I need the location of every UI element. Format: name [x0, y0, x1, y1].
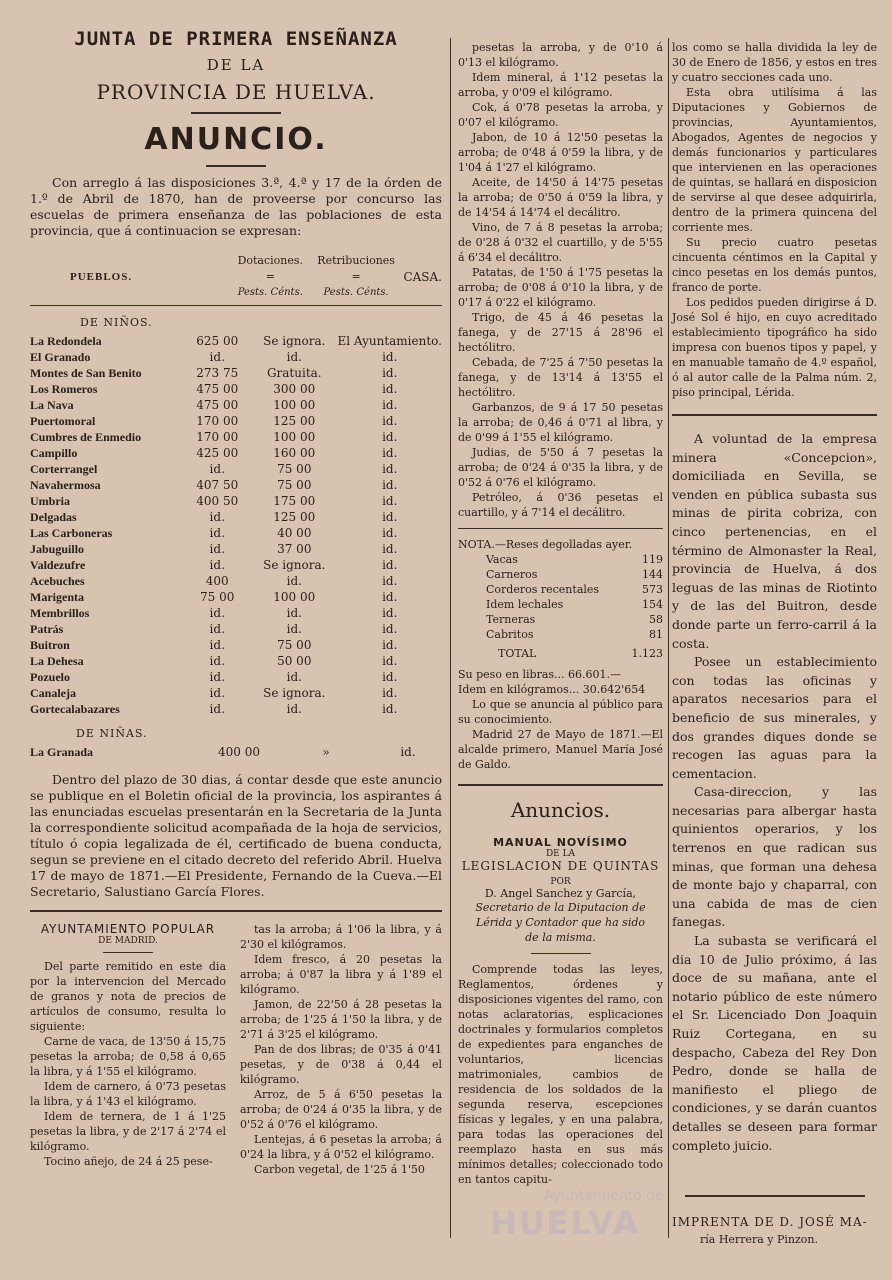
section-rule	[30, 910, 442, 912]
dotacion: id.	[209, 654, 225, 668]
dotacion: id.	[209, 686, 225, 700]
casa: id.	[382, 462, 398, 476]
nota-label: Carneros	[486, 568, 538, 581]
price-item: Idem de ternera, de 1 á 1'25 pesetas la libra, y de 2'17 á 2'74 el kilógramo.	[30, 1110, 226, 1153]
casa: id.	[382, 542, 398, 556]
nota-value: 144	[642, 568, 663, 581]
school-name: Acebuches	[30, 574, 85, 588]
table-row	[30, 685, 442, 701]
nota-total: TOTAL 1.123	[498, 647, 663, 660]
dotacion: 400	[205, 574, 229, 588]
price-item: Tocino añejo, de 24 á 25 pese-	[44, 1155, 213, 1168]
table-row	[30, 509, 442, 525]
price-item: Arroz, de 5 á 6'50 pesetas la arroba; de 0'24 á 0'35 la libra, y de 0'52 á 0'76 el kilógramo.	[240, 1088, 442, 1131]
price-item: Pan de dos libras; de 0'35 á 0'41 pesetas, y de 0'38 á 0,44 el kilógramo.	[240, 1043, 442, 1086]
price-item: pesetas la arroba, y de 0'10 á 0'13 el kilógramo.	[458, 41, 663, 69]
nota-value: 58	[649, 613, 663, 626]
nota-value: 573	[642, 583, 663, 596]
retribucion: 37 00	[277, 542, 312, 556]
price-item: Idem mineral, á 1'12 pesetas la arroba, y 0'09 el kilógramo.	[458, 71, 663, 99]
casa: id.	[382, 606, 398, 620]
casa: id.	[382, 478, 398, 492]
price-item: Carbon vegetal, de 1'25 á 1'50	[254, 1163, 425, 1176]
dotacion: id.	[209, 622, 225, 636]
ayto-intro: Del parte remitido en este dia por la intervencion del Mercado de granos y nota de precios de artículos de consumo, resulta lo siguiente:	[30, 960, 226, 1033]
retribucion: »	[322, 745, 330, 759]
schools-table	[30, 253, 442, 301]
casa: id.	[382, 494, 398, 508]
col-dotaciones: Dotaciones. = Pests. Cénts.	[237, 254, 304, 298]
school-name: Jabuguillo	[30, 542, 85, 556]
retribucion: 160 00	[273, 446, 316, 460]
column-right	[672, 40, 877, 1246]
table-row	[30, 744, 442, 760]
peso-libras: Su peso en libras... 66.601.—	[458, 668, 622, 681]
nota-label: Corderos recentales	[486, 583, 600, 596]
dotacion: id.	[209, 542, 225, 556]
watermark-line1: Ayuntamiento de	[544, 1188, 664, 1204]
ayto-items-left	[30, 1034, 226, 1169]
school-name: La Redondela	[30, 334, 102, 348]
nota-value: 81	[649, 628, 663, 641]
price-item: Patatas, de 1'50 á 1'75 pesetas la arroba; de 0'08 á 0'10 la libra, y de 0'17 á 0'22 el kilógramo.	[458, 266, 663, 309]
price-item: Idem fresco, á 20 pesetas la arroba; á 0'87 la libra y á 1'89 el kilógramo.	[240, 953, 442, 996]
manual-author-role: Secretario de la Diputacion de Lérida y Contador que ha sido de la misma.	[475, 901, 646, 944]
dotacion: id.	[209, 702, 225, 716]
school-name: Los Romeros	[30, 382, 98, 396]
price-item: Judias, de 5'50 á 7 pesetas la arroba; de 0'24 á 0'35 la libra, y de 0'52 á 0'76 el kilógramo.	[458, 446, 663, 489]
column-rule	[450, 38, 451, 1238]
column-rule	[668, 38, 669, 1238]
table-row	[30, 445, 442, 461]
casa: id.	[382, 382, 398, 396]
nota-label: Vacas	[486, 553, 518, 566]
casa: id.	[382, 622, 398, 636]
school-name: Navahermosa	[30, 478, 101, 492]
school-name: Patrás	[30, 622, 64, 636]
casa: id.	[382, 446, 398, 460]
nota-row	[486, 612, 663, 627]
ornament-rule	[191, 112, 281, 114]
ornament-rule	[206, 165, 266, 167]
nota-label: Terneras	[486, 613, 536, 626]
school-name: Canaleja	[30, 686, 76, 700]
small-rule	[531, 953, 591, 954]
retribucion: 125 00	[273, 510, 316, 524]
col-casa: CASA.	[403, 270, 442, 284]
school-name: Membrillos	[30, 606, 90, 620]
casa: id.	[382, 558, 398, 572]
mine-p3: Casa-direccion, y las necesarias para albergar hasta quinientos operarios, y los terrenos en que radican sus minas, que forman una dehesa de monte bajo y chaparral, con una cabida de mas de cien fanegas.	[672, 784, 877, 930]
retribucion: id.	[286, 670, 302, 684]
school-name: Pozuelo	[30, 670, 70, 684]
table-row	[30, 333, 442, 349]
col3-p3: Su precio cuatro pesetas cincuenta céntimos en la Capital y cinco pesetas en los demás puntos, franco de porte.	[672, 236, 877, 294]
casa: id.	[382, 350, 398, 364]
nota-rule	[458, 528, 663, 529]
mine-rule	[672, 414, 877, 416]
ayto-title: AYUNTAMIENTO POPULAR	[40, 922, 216, 936]
table-row	[30, 621, 442, 637]
nota-label: Idem lechales	[486, 598, 564, 611]
price-item: Jabon, de 10 á 12'50 pesetas la arroba; de 0'48 á 0'59 la libra, y de 1'04 á 1'27 el kilógramo.	[458, 131, 663, 174]
school-name: Marigenta	[30, 590, 84, 604]
col3-p4: Los pedidos pueden dirigirse á D. José Sol é hijo, en cuyo acreditado establecimiento tipográfico ha sido impresa con buenos tipos y papel, y en manuable tamaño de 4.º español, ó al autor calle de la Palma núm. 2, piso principal, Lérida.	[672, 296, 877, 399]
manual-title: MANUAL NOVÍSIMO	[493, 836, 628, 849]
retribucion: Se ignora.	[263, 686, 326, 700]
table-row	[30, 573, 442, 589]
retribucion: 175 00	[273, 494, 316, 508]
casa: id.	[382, 654, 398, 668]
casa: id.	[382, 670, 398, 684]
price-item: tas la arroba; á 1'06 la libra, y á 2'30 el kilógramos.	[240, 923, 442, 951]
casa: id.	[382, 638, 398, 652]
dotacion: 407 50	[196, 478, 239, 492]
peso-kilos: Idem en kilógramos... 30.642'654	[458, 683, 646, 696]
retribucion: id.	[286, 702, 302, 716]
nota-row	[486, 627, 663, 642]
casa: id.	[400, 745, 416, 759]
price-item: Carne de vaca, de 13'50 á 15,75 pesetas la arroba; de 0,58 á 0,65 la libra, y á 1'55 el kilógramo.	[30, 1035, 226, 1078]
retribucion: Se ignora.	[263, 558, 326, 572]
school-name: Puertomoral	[30, 414, 96, 428]
table-row	[30, 557, 442, 573]
price-item: Aceite, de 14'50 á 14'75 pesetas la arroba; de 0'50 á 0'59 la libra, y de 14'54 á 14'74 el decálitro.	[458, 176, 663, 219]
imprenta-line1: IMPRENTA DE D. JOSÉ MA-	[672, 1215, 868, 1230]
school-name: El Granado	[30, 350, 91, 364]
imprenta-rule	[685, 1195, 865, 1197]
table-row	[30, 397, 442, 413]
imprenta-line2: ría Herrera y Pinzon.	[700, 1233, 818, 1247]
table-row	[30, 381, 442, 397]
nota-row	[486, 552, 663, 567]
dotacion: 273 75	[196, 366, 239, 380]
col3-p1: los como se halla dividida la ley de 30 de Enero de 1856, y estos en tres y cuatro secciones cada uno.	[672, 41, 877, 84]
dotacion: id.	[209, 462, 225, 476]
manual-por: POR	[550, 877, 571, 887]
table-row	[30, 525, 442, 541]
watermark-line2: HUELVA	[490, 1204, 640, 1242]
school-name: La Granada	[30, 745, 94, 759]
small-rule	[103, 952, 153, 953]
header-provincia: PROVINCIA DE HUELVA.	[96, 80, 376, 104]
school-name: Cumbres de Enmedio	[30, 430, 142, 444]
mine-p4: La subasta se verificará el dia 10 de Julio próximo, á las doce de su mañana, ante el notario público de este número el Sr. Licenciado Don Joaquin Ruiz Cortegana, en su despacho, Cabeza del Rey Don Pedro, donde se halla de manifiesto el pliego de condiciones, y se darán cuantos detalles se deseen para formar completo juicio.	[672, 933, 877, 1153]
col3-p2: Esta obra utilísima á las Diputaciones y Gobiernos de provincias, Ayuntamientos, Abogados, Agentes de negocios y demás funcionarios y particulares que intervienen en las operaciones de quintas, se hallará en disposicion de servirse al que desee adquirirla, dentro de la primera quincena del corriente mes.	[672, 86, 877, 234]
table-row	[30, 653, 442, 669]
header-junta: JUNTA DE PRIMERA ENSEÑANZA	[74, 28, 398, 50]
table-row	[30, 413, 442, 429]
dotacion: 75 00	[200, 590, 235, 604]
price-item: Trigo, de 45 á 46 pesetas la fanega, y de 27'15 á 28'96 el hectólitro.	[458, 311, 663, 354]
casa: id.	[382, 526, 398, 540]
anuncio-title: ANUNCIO.	[144, 122, 328, 157]
section-ninos: DE NIÑOS.	[80, 316, 153, 329]
casa: id.	[382, 398, 398, 412]
table-row	[30, 349, 442, 365]
dotacion: 475 00	[196, 382, 239, 396]
retribucion: 75 00	[277, 638, 312, 652]
school-name: Las Carboneras	[30, 526, 113, 540]
manual-sub1: DE LA	[545, 849, 576, 859]
retribucion: 125 00	[273, 414, 316, 428]
school-name: Campillo	[30, 446, 78, 460]
table-row	[30, 429, 442, 445]
retribucion: 40 00	[277, 526, 312, 540]
school-name: Delgadas	[30, 510, 77, 524]
school-name: Umbria	[30, 494, 70, 508]
table-rule	[30, 305, 442, 306]
casa: id.	[382, 590, 398, 604]
casa: id.	[382, 414, 398, 428]
retribucion: 300 00	[273, 382, 316, 396]
dotacion: id.	[209, 558, 225, 572]
intro-text: Con arreglo á las disposiciones 3.ª, 4.ª y 17 de la órden de 1.º de Abril de 1870, han de proveerse por concurso las escuelas de primera enseñanza de las poblaciones de esta provincia, que á continuacion se expresan:	[30, 175, 442, 238]
retribucion: id.	[286, 350, 302, 364]
price-item: Cebada, de 7'25 á 7'50 pesetas la fanega, y de 13'14 á 13'55 el hectólitro.	[458, 356, 663, 399]
school-name: Valdezufre	[30, 558, 86, 572]
price-item: Lentejas, á 6 pesetas la arroba; á 0'24 la libra, y á 0'52 el kilógramo.	[240, 1133, 442, 1161]
manual-sub2: LEGISLACION DE QUINTAS	[461, 859, 660, 873]
price-item: Cok, á 0'78 pesetas la arroba, y 0'07 el kilógramo.	[458, 101, 663, 129]
table-row	[30, 605, 442, 621]
retribucion: id.	[286, 622, 302, 636]
nota-value: 154	[642, 598, 663, 611]
school-name: La Dehesa	[30, 654, 84, 668]
casa: El Ayuntamiento.	[337, 334, 442, 348]
ninos-table	[30, 333, 442, 717]
dotacion: id.	[209, 606, 225, 620]
table-row	[30, 669, 442, 685]
dotacion: 475 00	[196, 398, 239, 412]
school-name: Buitron	[30, 638, 70, 652]
dotacion: id.	[209, 350, 225, 364]
dotacion: id.	[209, 510, 225, 524]
dotacion: 170 00	[196, 414, 239, 428]
manual-author: D. Angel Sanchez y García,	[484, 887, 637, 900]
header-de-la: DE LA	[206, 56, 266, 74]
nota-title: NOTA.—Reses degolladas ayer.	[458, 538, 633, 551]
dotacion: id.	[209, 638, 225, 652]
nota-label: Cabritos	[486, 628, 534, 641]
nota-row	[486, 582, 663, 597]
casa: id.	[382, 366, 398, 380]
column-middle	[458, 40, 663, 1187]
ayto-closing: Lo que se anuncia al público para su conocimiento.	[458, 698, 663, 726]
price-item: Petróleo, á 0'36 pesetas el cuartillo, y á 7'14 el decálitro.	[458, 491, 663, 519]
col-retribuciones: Retribuciones = Pests. Cénts.	[317, 254, 395, 298]
school-name: Corterrangel	[30, 462, 98, 476]
retribucion: 75 00	[277, 462, 312, 476]
table-row	[30, 477, 442, 493]
ayto-items-mid	[240, 922, 442, 1177]
price-item: Idem de carnero, á 0'73 pesetas la libra, y á 1'43 el kilógramo.	[30, 1080, 226, 1108]
table-row	[30, 637, 442, 653]
table-row	[30, 701, 442, 717]
retribucion: 50 00	[277, 654, 312, 668]
dotacion: 400 50	[196, 494, 239, 508]
casa: id.	[382, 430, 398, 444]
price-item: Garbanzos, de 9 á 17 50 pesetas la arroba; de 0,46 á 0'71 al libra, y de 0'99 á 1'55 el kilógramo.	[458, 401, 663, 444]
anuncios-rule	[458, 784, 663, 786]
nota-row	[486, 597, 663, 612]
retribucion: Se ignora.	[263, 334, 326, 348]
closing-text: Dentro del plazo de 30 dias, á contar desde que este anuncio se publique en el Boletin oficial de la provincia, los aspirantes á las enunciadas escuelas presentarán en la Secretaria de la Junta la correspondiente solicitud acompañada de la hoja de servicios, título ó copia legalizada de él, certificado de buena conducta, segun se previene en el citado decreto del referido Abril. Huelva 17 de mayo de 1871.—El Presidente, Fernando de la Cueva.—El Secretario, Salustiano García Flores.	[30, 772, 442, 899]
dotacion: id.	[209, 670, 225, 684]
nota-list	[458, 552, 663, 642]
casa: id.	[382, 574, 398, 588]
table-row	[30, 365, 442, 381]
mine-p1: A voluntad de la empresa minera «Concepcion», domiciliada en Sevilla, se venden en pública subasta sus minas de pirita cobriza, con cinco pertenencias, en el término de Almonaster la Real, provincia de Huelva, á dos leguas de las minas de Riotinto y de las del Buitron, desde donde parte un ferro-carril á la costa.	[672, 431, 877, 651]
watermark	[490, 1188, 664, 1242]
retribucion: id.	[286, 606, 302, 620]
column-left	[30, 28, 442, 1177]
table-row	[30, 493, 442, 509]
ayto-column-a	[30, 922, 226, 1177]
price-item: Jamon, de 22'50 á 28 pesetas la arroba; de 1'25 á 1'50 la libra, y de 2'71 á 3'25 el kilógramo.	[240, 998, 442, 1041]
casa: id.	[382, 686, 398, 700]
school-name: Gortecalabazares	[30, 702, 120, 716]
mine-p2: Posee un establecimiento con todas las oficinas y aparatos necesarios para el beneficio de sus minerales, y dos grandes diques donde se recogen las aguas para la cementacion.	[672, 654, 877, 781]
dotacion: 170 00	[196, 430, 239, 444]
dotacion: 400 00	[218, 745, 260, 759]
school-name: La Nava	[30, 398, 74, 412]
section-ninas: DE NIÑAS.	[76, 727, 148, 740]
dotacion: 625 00	[196, 334, 239, 348]
retribucion: 100 00	[273, 398, 316, 412]
table-row	[30, 461, 442, 477]
price-item: Vino, de 7 á 8 pesetas la arroba; de 0'28 á 0'32 el cuartillo, y de 5'55 á 6'34 el decálitro.	[458, 221, 663, 264]
casa: id.	[382, 702, 398, 716]
dotacion: id.	[209, 526, 225, 540]
retribucion: id.	[286, 574, 302, 588]
table-row	[30, 589, 442, 605]
dotacion: 425 00	[196, 446, 239, 460]
col-pueblos: PUEBLOS.	[70, 271, 133, 283]
anuncios-heading: Anuncios.	[510, 798, 611, 822]
retribucion: 75 00	[277, 478, 312, 492]
nota-row	[486, 567, 663, 582]
retribucion: Gratuita.	[266, 366, 322, 380]
manual-body: Comprende todas las leyes, Reglamentos, órdenes y disposiciones vigentes del ramo, con notas aclaratorias, esplicaciones doctrinales y formularios completos de expedientes para enganches de voluntarios, licencias matrimoniales, cambios de residencia de los soldados de la segunda reserva, escepciones físicas y legales, y en una palabra, para todas las operaciones del reemplazo hasta en sus más mínimos detalles; coleccionado todo en tantos capitu-	[458, 963, 663, 1186]
ayto-items-c2	[458, 40, 663, 520]
school-name: Montes de San Benito	[30, 366, 142, 380]
retribucion: 100 00	[273, 430, 316, 444]
ninas-table	[30, 744, 442, 760]
ayto-subtitle: DE MADRID.	[98, 936, 158, 946]
casa: id.	[382, 510, 398, 524]
ayto-sign: Madrid 27 de Mayo de 1871.—El alcalde primero, Manuel María José de Galdo.	[458, 728, 663, 771]
nota-value: 119	[642, 553, 663, 566]
table-row	[30, 541, 442, 557]
retribucion: 100 00	[273, 590, 316, 604]
